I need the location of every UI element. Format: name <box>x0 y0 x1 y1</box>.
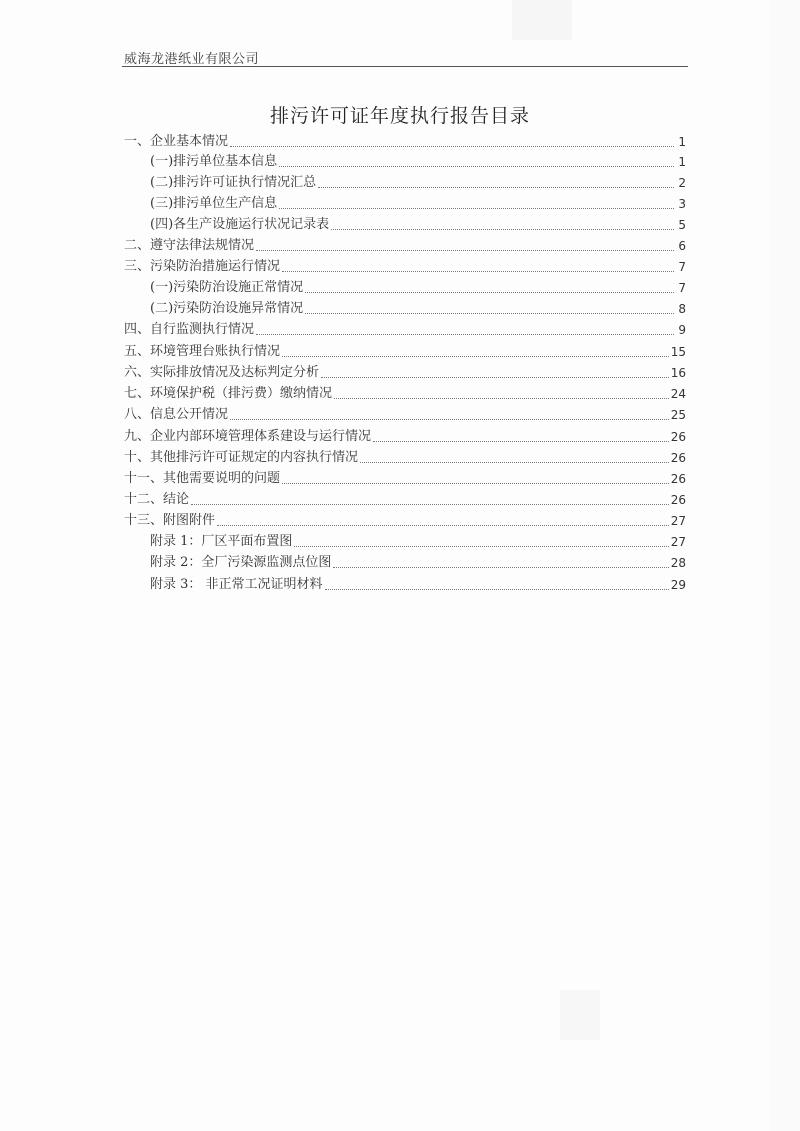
toc-leader-dots <box>325 589 669 590</box>
toc-entry-page: 15 <box>670 345 686 359</box>
toc-entry-page: 9 <box>678 323 686 337</box>
toc-leader-dots <box>191 504 669 505</box>
scan-speckle <box>560 990 600 1040</box>
toc-entry-label: (三)排污单位生产信息 <box>150 196 278 211</box>
toc-leader-dots <box>230 419 669 420</box>
toc-entry-label: 附录 2：全厂污染源监测点位图 <box>150 555 332 570</box>
toc-leader-dots <box>305 292 674 293</box>
toc-entry-label: 三、污染防治措施运行情况 <box>124 259 281 274</box>
toc-entry[interactable] <box>124 511 686 531</box>
toc-entry[interactable] <box>124 448 686 468</box>
toc-entry-label: (二)污染防治设施异常情况 <box>150 301 304 316</box>
toc-entry[interactable] <box>150 532 686 552</box>
toc-entry[interactable] <box>150 575 686 595</box>
toc-leader-dots <box>360 462 669 463</box>
toc-entry-label: 十三、附图附件 <box>124 513 216 528</box>
toc-entry-page: 26 <box>670 451 686 465</box>
toc-entry-page: 7 <box>678 260 686 274</box>
toc-entry[interactable] <box>124 236 686 256</box>
toc-entry-page: 2 <box>678 176 686 190</box>
toc-entry[interactable] <box>124 384 686 404</box>
toc-entry-page: 1 <box>678 155 686 169</box>
toc-entry[interactable] <box>124 490 686 510</box>
toc-entry-label: 八、信息公开情况 <box>124 407 229 422</box>
toc-entry[interactable] <box>124 405 686 425</box>
toc-leader-dots <box>294 546 668 547</box>
toc-entry-page: 27 <box>670 535 686 549</box>
toc-leader-dots <box>282 271 674 272</box>
toc-entry[interactable] <box>124 342 686 362</box>
toc-leader-dots <box>333 567 668 568</box>
toc-entry-label: 二、遵守法律法规情况 <box>124 238 255 253</box>
toc-leader-dots <box>282 483 669 484</box>
toc-entry-page: 3 <box>678 197 686 211</box>
toc-entry[interactable] <box>150 215 686 235</box>
toc-entry-label: 附录 3： 非正常工况证明材料 <box>150 577 323 592</box>
toc-entry-page: 26 <box>670 430 686 444</box>
toc-entry[interactable] <box>124 427 686 447</box>
toc-entry-page: 6 <box>678 239 686 253</box>
toc-leader-dots <box>279 208 674 209</box>
toc-entry-page: 26 <box>670 493 686 507</box>
toc-entry-label: 六、实际排放情况及达标判定分析 <box>124 365 320 380</box>
toc-entry-label: 七、环境保护税（排污费）缴纳情况 <box>124 386 333 401</box>
toc-leader-dots <box>305 313 674 314</box>
toc-entry[interactable] <box>150 278 686 298</box>
toc-entry[interactable] <box>124 320 686 340</box>
toc-entry-label: 附录 1：厂区平面布置图 <box>150 534 293 549</box>
toc-entry[interactable] <box>150 152 686 172</box>
header-company-name: 威海龙港纸业有限公司 <box>124 52 260 67</box>
toc-entry-label: (四)各生产设施运行状况记录表 <box>150 217 330 232</box>
toc-leader-dots <box>373 441 669 442</box>
toc-entry[interactable] <box>150 299 686 319</box>
toc-entry-page: 27 <box>670 514 686 528</box>
toc-leader-dots <box>279 166 674 167</box>
toc-entry-label: (一)污染防治设施正常情况 <box>150 280 304 295</box>
toc-entry-page: 5 <box>678 218 686 232</box>
toc-entry-page: 16 <box>670 366 686 380</box>
toc-entry-page: 28 <box>670 556 686 570</box>
toc-leader-dots <box>321 377 669 378</box>
toc-entry-label: 五、环境管理台账执行情况 <box>124 344 281 359</box>
toc-entry-page: 24 <box>670 387 686 401</box>
toc-leader-dots <box>230 146 674 147</box>
toc-leader-dots <box>256 250 674 251</box>
header-rule <box>122 66 688 67</box>
toc-entry-label: (二)排污许可证执行情况汇总 <box>150 175 317 190</box>
scan-speckle <box>512 0 572 40</box>
toc-entry[interactable] <box>150 194 686 214</box>
toc-entry-label: 一、企业基本情况 <box>124 134 229 149</box>
toc-entry[interactable] <box>124 257 686 277</box>
toc-entry-page: 1 <box>678 135 686 149</box>
toc-entry-label: 十二、结论 <box>124 492 190 507</box>
toc-entry-page: 25 <box>670 408 686 422</box>
toc-entry[interactable] <box>150 173 686 193</box>
toc-entry-page: 26 <box>670 472 686 486</box>
toc-entry-page: 29 <box>670 578 686 592</box>
toc-entry-label: 十、其他排污许可证规定的内容执行情况 <box>124 450 359 465</box>
toc-entry[interactable] <box>124 132 686 152</box>
toc-entry[interactable] <box>124 469 686 489</box>
scan-speckle <box>770 0 800 1131</box>
toc-leader-dots <box>217 525 669 526</box>
toc-entry-label: 十一、其他需要说明的问题 <box>124 471 281 486</box>
toc-entry[interactable] <box>124 363 686 383</box>
toc-leader-dots <box>334 398 669 399</box>
toc-leader-dots <box>256 334 674 335</box>
toc-title: 排污许可证年度执行报告目录 <box>269 105 530 127</box>
toc-entry-page: 7 <box>678 281 686 295</box>
toc-entry-label: (一)排污单位基本信息 <box>150 154 278 169</box>
toc-leader-dots <box>282 356 669 357</box>
toc-leader-dots <box>318 187 674 188</box>
toc-entry-label: 四、自行监测执行情况 <box>124 322 255 337</box>
toc-entry-page: 8 <box>678 302 686 316</box>
toc-entry[interactable] <box>150 553 686 573</box>
toc-leader-dots <box>331 229 674 230</box>
toc-entry-label: 九、企业内部环境管理体系建设与运行情况 <box>124 429 372 444</box>
